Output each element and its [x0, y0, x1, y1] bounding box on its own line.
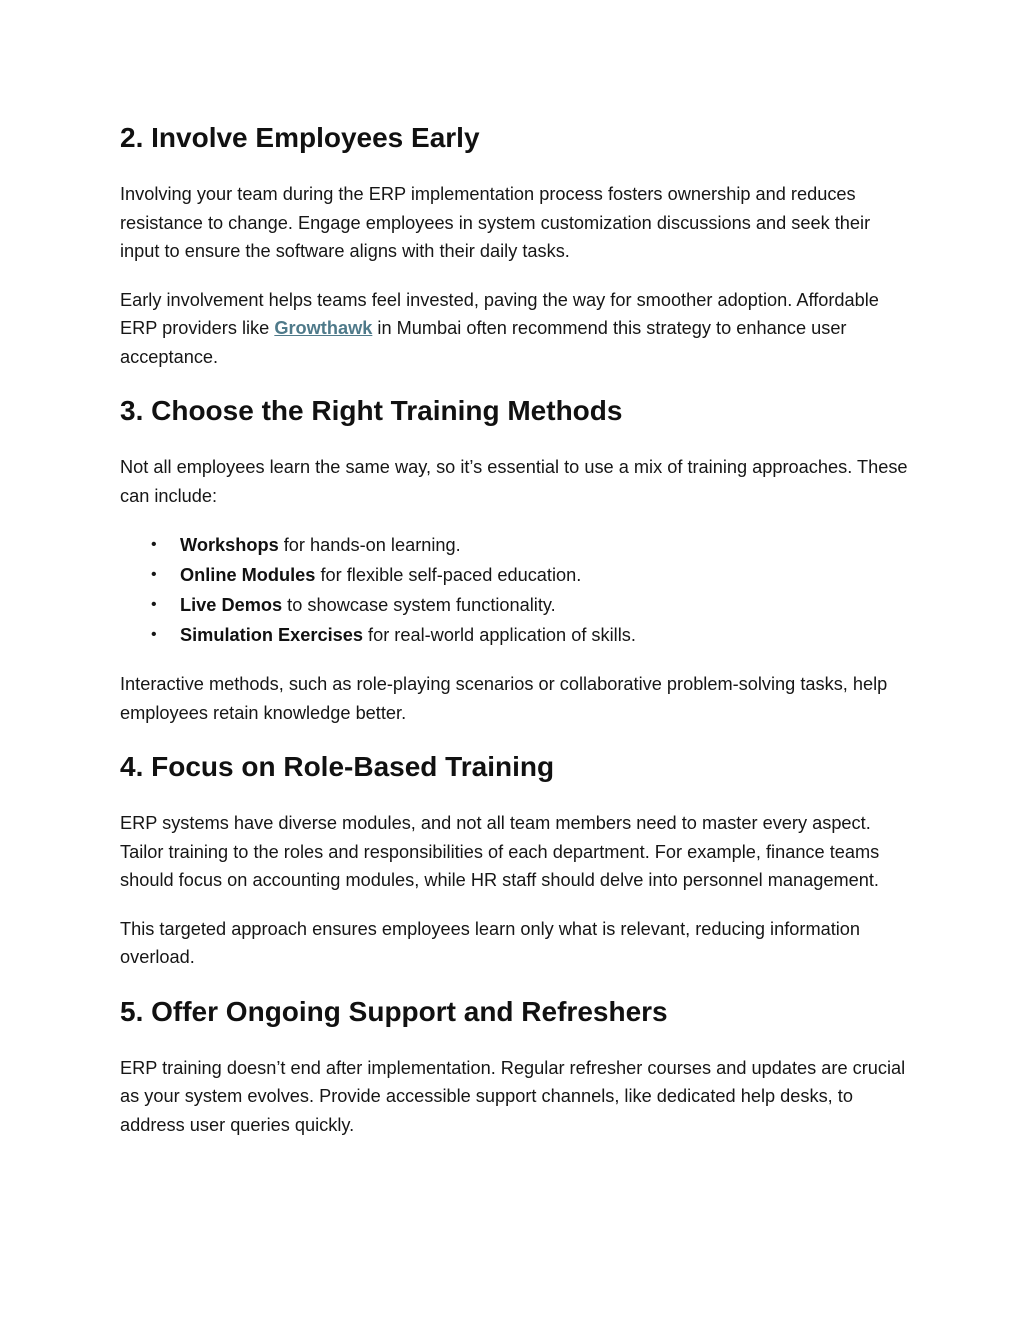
bullet-icon: •	[151, 596, 157, 613]
list-item-text: for flexible self-paced education.	[315, 565, 582, 585]
bullet-icon: •	[151, 536, 157, 553]
section-training-methods	[120, 391, 910, 727]
paragraph: ERP training doesn’t end after implementation. Regular refresher courses and updates are crucial as your system evolves. Provide accessible support channels, like dedicated help desks, to address user queries quickly.	[120, 1057, 906, 1135]
document-page	[120, 118, 910, 1159]
list-item	[151, 530, 910, 560]
list-item-text: for hands-on learning.	[278, 535, 461, 555]
paragraph-text: in Mumbai often recommend this strategy to enhance user acceptance.	[120, 318, 847, 367]
paragraph: Not all employees learn the same way, so it’s essential to use a mix of training approaches. These can include:	[120, 457, 908, 506]
list-item-bold: Online Modules	[180, 565, 316, 585]
list-item	[151, 560, 910, 590]
bullet-icon: •	[151, 566, 157, 583]
paragraph: Interactive methods, such as role-playing scenarios or collaborative problem-solving tasks, help employees retain knowledge better.	[120, 674, 888, 723]
training-methods-list	[120, 530, 910, 650]
section-heading: 3. Choose the Right Training Methods	[120, 395, 623, 426]
growthawk-link[interactable]: Growthawk	[274, 318, 373, 338]
bullet-icon: •	[151, 626, 157, 643]
paragraph: ERP systems have diverse modules, and not all team members need to master every aspect. Tailor training to the roles and responsibilities of each department. For example, finance teams should focus on accounting modules, while HR staff should delve into personnel management.	[120, 813, 880, 890]
list-item	[151, 590, 910, 620]
section-involve-employees	[120, 118, 910, 371]
section-heading: 2. Involve Employees Early	[120, 122, 480, 153]
section-role-based-training	[120, 747, 910, 972]
paragraph-with-link	[120, 286, 910, 372]
list-item-bold: Simulation Exercises	[180, 625, 363, 645]
paragraph: Involving your team during the ERP implementation process fosters ownership and reduces resistance to change. Engage employees in system customization discussions and seek their input to ensure the software aligns with their daily tasks.	[120, 184, 871, 261]
section-heading: 5. Offer Ongoing Support and Refreshers	[120, 995, 668, 1027]
list-item-bold: Workshops	[180, 535, 279, 555]
list-item-text: to showcase system functionality.	[282, 595, 556, 615]
paragraph: This targeted approach ensures employees learn only what is relevant, reducing information overload.	[120, 918, 861, 967]
section-heading: 4. Focus on Role-Based Training	[120, 751, 555, 782]
section-ongoing-support	[120, 992, 910, 1140]
list-item	[151, 620, 910, 650]
paragraph-text: Early involvement helps teams feel invested, paving the way for smoother adoption. Affordable ERP providers like	[120, 289, 879, 338]
list-item-text: for real-world application of skills.	[362, 625, 636, 645]
list-item-bold: Live Demos	[180, 595, 283, 615]
